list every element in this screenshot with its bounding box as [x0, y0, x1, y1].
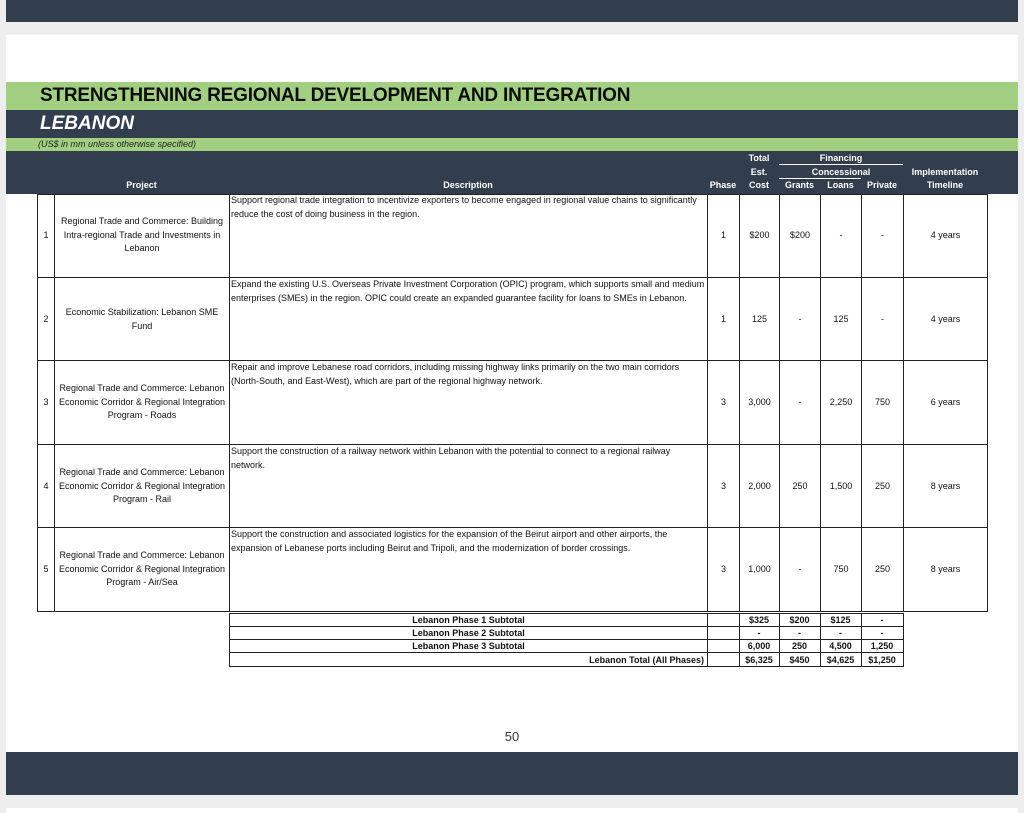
row-project: Economic Stabilization: Lebanon SME Fund [65, 307, 219, 331]
header-total-line2: Est. [750, 167, 768, 177]
header-phase: Phase [709, 180, 737, 190]
header-financing-rule [779, 164, 903, 165]
subtotal-total: - [757, 628, 761, 638]
country-band [6, 110, 1018, 138]
row-grants: - [798, 397, 802, 407]
row-total-cost: $200 [749, 230, 770, 240]
header-private: Private [866, 180, 898, 190]
total-private: $1,250 [868, 655, 896, 665]
row-phase: 1 [720, 314, 726, 324]
row-grants: - [798, 314, 802, 324]
subtotal-private: 1,250 [870, 641, 894, 651]
row-number: 3 [43, 397, 49, 407]
total-cost: $6,325 [745, 655, 773, 665]
row-number: 5 [43, 564, 49, 574]
subtotal-loans: 4,500 [829, 641, 852, 651]
row-phase: 3 [720, 481, 726, 491]
column-divider [229, 194, 230, 612]
table-header [6, 151, 1018, 194]
row-private: 250 [874, 481, 891, 491]
header-description: Description [443, 180, 493, 190]
header-total-line1: Total [748, 153, 770, 163]
header-grants: Grants [784, 180, 814, 190]
header-timeline-line2: Timeline [926, 180, 964, 190]
subtotal-grants: $200 [789, 615, 810, 625]
subtotal-grants: 250 [791, 641, 808, 651]
row-number: 4 [43, 481, 49, 491]
header-concessional: Concessional [811, 167, 871, 177]
header-timeline-line1: Implementation [911, 167, 979, 177]
page-number: 50 [504, 729, 520, 744]
row-project: Regional Trade and Commerce: Building Intra-regional Trade and Investments in Lebanon [60, 216, 224, 253]
country-title: LEBANON [40, 113, 134, 134]
row-private: 250 [874, 564, 891, 574]
row-private: - [881, 230, 884, 240]
row-loans: 750 [833, 564, 849, 574]
subtotal-total: 6,000 [747, 641, 771, 651]
row-loans: 125 [833, 314, 849, 324]
subtotal-label: Lebanon Phase 3 Subtotal [412, 641, 525, 651]
viewer-bottom-bar [6, 752, 1018, 795]
row-timeline: 6 years [930, 397, 961, 407]
report-title: STRENGTHENING REGIONAL DEVELOPMENT AND INTEGRATION [40, 85, 631, 106]
row-description: Support regional trade integration to incentivize exporters to become engaged in regional value chains to significantly reduce the cost of doing business in the region. [231, 195, 697, 219]
row-loans: 1,500 [829, 481, 853, 491]
row-description: Expand the existing U.S. Overseas Private Investment Corporation (OPIC) program, which supports small and medium enterprises (SMEs) in the region. OPIC could create an expanded guarantee facility for loans to SMEs in Lebanon. [231, 279, 705, 303]
total-label: Lebanon Total (All Phases) [589, 655, 704, 665]
row-grants: 250 [792, 481, 808, 491]
row-project: Regional Trade and Commerce: Lebanon Economic Corridor & Regional Integration Program - Rail [58, 467, 226, 504]
row-private: - [881, 314, 884, 324]
row-description: Support the construction and associated logistics for the expansion of the Beirut airport and other airports, the expansion of Lebanese ports including Beirut and Tripoli, and the modernization of border crossings. [231, 529, 668, 553]
total-loans: $4,625 [826, 655, 855, 665]
row-loans: 2,250 [829, 397, 853, 407]
row-total-cost: 2,000 [748, 481, 771, 491]
header-project: Project [126, 180, 157, 190]
row-total-cost: 3,000 [748, 397, 771, 407]
row-number: 2 [43, 314, 49, 324]
row-timeline: 4 years [930, 314, 961, 324]
header-loans: Loans [827, 180, 854, 190]
subtotal-private: - [880, 628, 884, 638]
viewer-top-bar [6, 0, 1018, 22]
subtotal-label: Lebanon Phase 1 Subtotal [412, 615, 525, 625]
document-page [6, 35, 1018, 752]
row-description: Support the construction of a railway network within Lebanon with the potential to connect to a regional railway network. [231, 446, 671, 470]
row-timeline: 8 years [930, 481, 961, 491]
header-financing: Financing [819, 153, 863, 163]
row-timeline: 4 years [930, 230, 961, 240]
column-divider [707, 613, 708, 667]
header-total-line3: Cost [749, 180, 769, 190]
row-project: Regional Trade and Commerce: Lebanon Economic Corridor & Regional Integration Program - Air/Sea [58, 550, 226, 587]
subtotal-loans: $125 [830, 615, 851, 625]
subtotal-private: - [880, 615, 884, 625]
subtotal-loans: - [839, 628, 842, 638]
row-number: 1 [43, 230, 49, 240]
row-timeline: 8 years [930, 564, 961, 574]
total-grants: $450 [789, 655, 810, 665]
subtotal-grants: - [798, 628, 801, 638]
subtotal-total: $325 [748, 615, 770, 625]
units-note: (US$ in mm unless otherwise specified) [38, 139, 197, 149]
row-phase: 3 [720, 397, 726, 407]
row-total-cost: 1,000 [748, 564, 771, 574]
row-loans: - [839, 230, 843, 240]
row-total-cost: 125 [751, 314, 768, 324]
row-phase: 1 [720, 230, 726, 240]
row-project: Regional Trade and Commerce: Lebanon Economic Corridor & Regional Integration Program - Roads [58, 383, 226, 420]
next-page-edge [6, 808, 1018, 813]
header-concessional-rule [779, 178, 861, 179]
row-phase: 3 [720, 564, 726, 574]
row-private: 750 [874, 397, 891, 407]
subtotal-label: Lebanon Phase 2 Subtotal [412, 628, 525, 638]
row-grants: - [798, 564, 802, 574]
row-grants: $200 [789, 230, 811, 240]
row-description: Repair and improve Lebanese road corridors, including missing highway links primarily on the two main corridors (North-South, and East-West), which are part of the regional highway network. [231, 362, 680, 386]
